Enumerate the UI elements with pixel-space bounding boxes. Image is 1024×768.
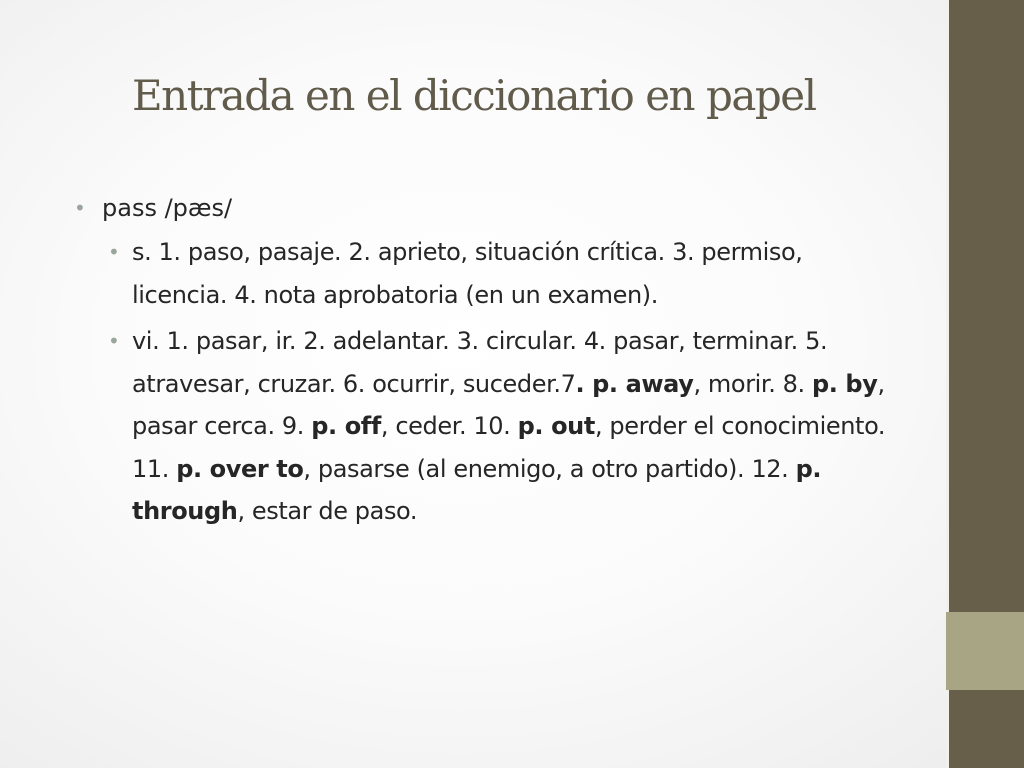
- decorative-sidebar: [946, 0, 1024, 768]
- bullet-headword: [74, 188, 904, 228]
- phrasal-verb-term: p. off: [311, 412, 381, 440]
- definition-text: , morir. 8.: [693, 369, 812, 398]
- definition-text: vi. 1. pasar, ir. 2. adelantar. 3. circular. 4. pasar, terminar. 5. atravesar, cruzar. 6. ocurrir, suceder.7: [132, 327, 828, 398]
- definition-text: , pasar cerca. 9.: [132, 369, 885, 440]
- bullet-noun-sense: [74, 231, 904, 316]
- phrasal-verb-term: p. by: [811, 369, 878, 398]
- phrasal-verb-term: p. over to: [176, 454, 304, 483]
- verb-sense-text: [132, 320, 904, 533]
- bullet-icon: •: [108, 329, 120, 353]
- headword-text: pass /pæs/: [102, 194, 233, 222]
- bullet-icon: •: [108, 240, 120, 264]
- definition-text: , estar de paso.: [237, 497, 418, 525]
- definition-text: , perder el conocimiento. 11.: [132, 412, 886, 483]
- bullet-verb-sense: [74, 320, 904, 533]
- slide-content: [74, 188, 904, 533]
- phrasal-verb-term: p. out: [517, 412, 595, 440]
- phrasal-verb-term: p. through: [132, 454, 822, 525]
- bullet-icon: •: [74, 196, 86, 220]
- definition-text: , ceder. 10.: [380, 412, 518, 440]
- phrasal-verb-term: . p. away: [575, 369, 694, 398]
- definition-text: , pasarse (al enemigo, a otro partido). 12.: [303, 454, 796, 483]
- noun-sense-text: s. 1. paso, pasaje. 2. aprieto, situación crítica. 3. permiso, licencia. 4. nota aprobatoria (en un examen).: [132, 238, 803, 309]
- sidebar-accent-block: [946, 612, 1024, 690]
- slide-title: Entrada en el diccionario en papel: [132, 71, 816, 120]
